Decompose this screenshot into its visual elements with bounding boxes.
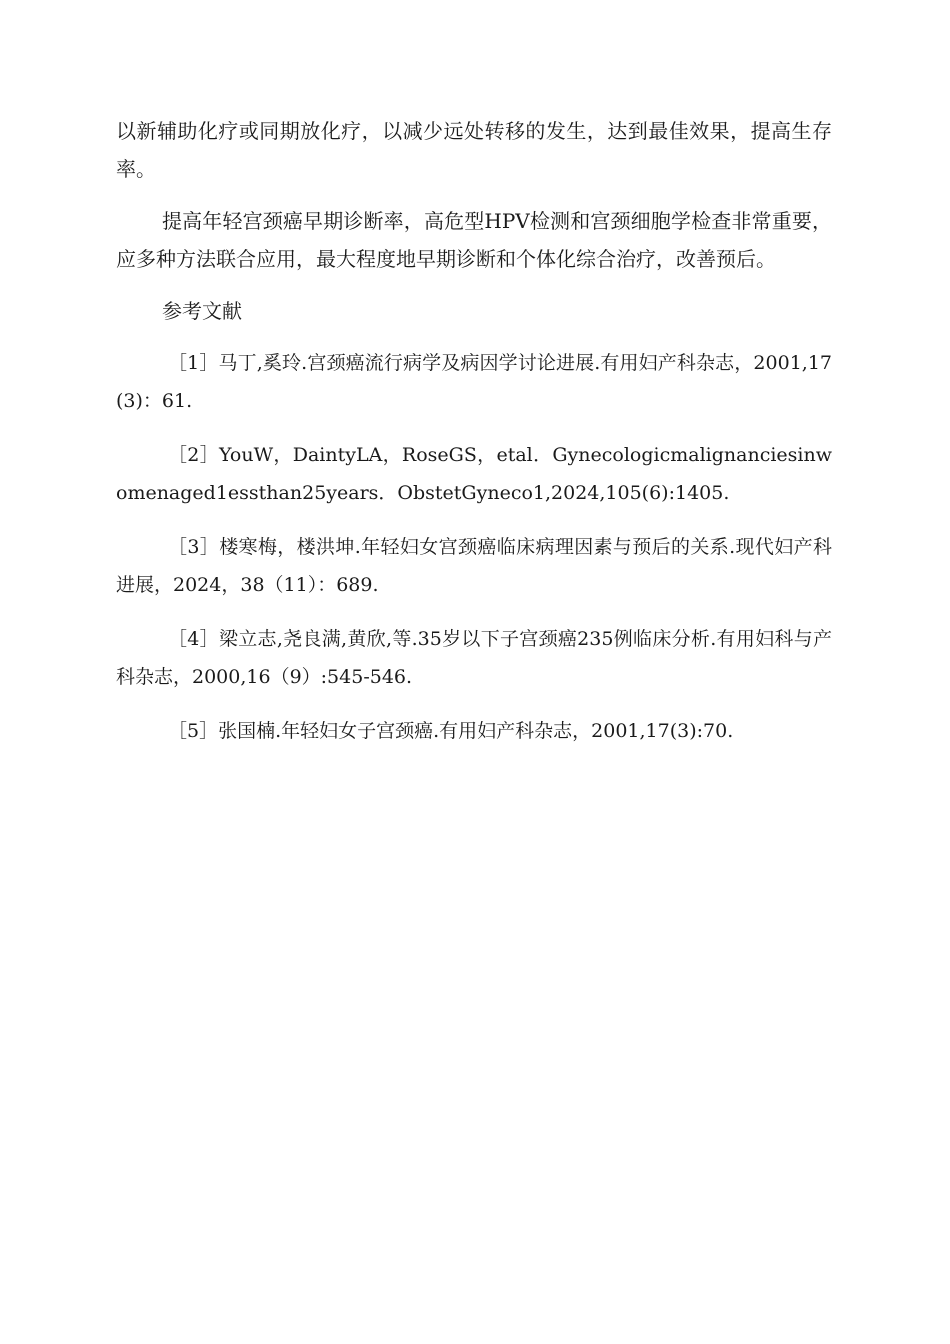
reference-item-1: ［1］马丁,奚玲.宫颈癌流行病学及病因学讨论进展.有用妇产科杂志，2001,17(3)：61. bbox=[116, 352, 832, 412]
body-paragraph-2: 提高年轻宫颈癌早期诊断率，高危型HPV检测和宫颈细胞学检查非常重要，应多种方法联合应用，最大程度地早期诊断和个体化综合治疗，改善预后。 bbox=[116, 209, 832, 271]
reference-item-2: ［2］YouW，DaintyLA，RoseGS，etal．Gynecologicmalignanciesinwomenaged1essthan25years．ObstetGyneco1,2024,105(6):1405. bbox=[116, 444, 832, 504]
reference-item-5: ［5］张国楠.年轻妇女子宫颈癌.有用妇产科杂志，2001,17(3):70. bbox=[168, 720, 734, 742]
references-heading: 参考文献 bbox=[162, 299, 242, 323]
body-paragraph-1: 以新辅助化疗或同期放化疗，以减少远处转移的发生，达到最佳效果，提高生存率。 bbox=[116, 119, 832, 181]
reference-item-4: ［4］梁立志,尧良满,黄欣,等.35岁以下子宫颈癌235例临床分析.有用妇科与产科杂志，2000,16（9）:545-546. bbox=[116, 628, 832, 688]
document-page bbox=[116, 112, 832, 766]
reference-item-3: ［3］楼寒梅，楼洪坤.年轻妇女宫颈癌临床病理因素与预后的关系.现代妇产科进展，2024，38（11）：689. bbox=[116, 536, 832, 596]
